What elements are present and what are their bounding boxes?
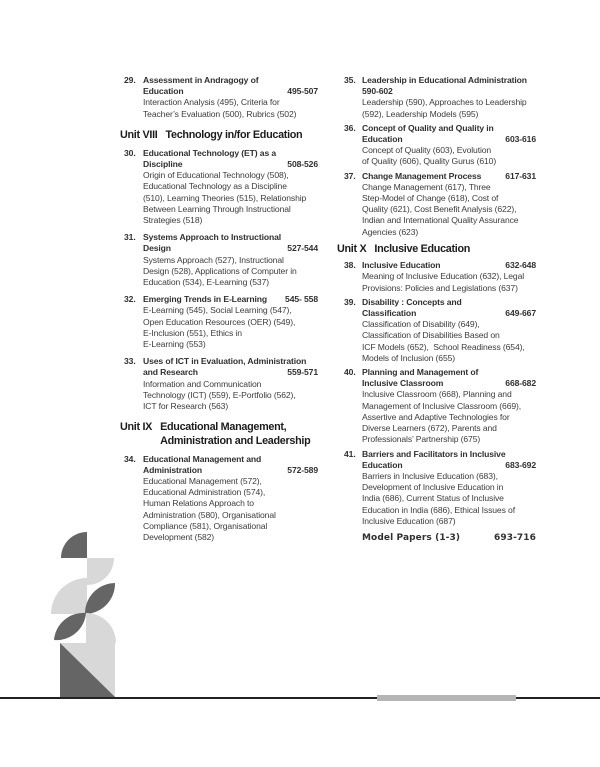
entry-title-line: and Research — [143, 367, 198, 378]
entry-body-line: Barriers in Inclusive Education (683), — [362, 470, 498, 481]
toc-column-left — [120, 75, 318, 549]
unit-heading — [337, 243, 536, 256]
entry-number: 35. — [344, 75, 356, 85]
entry-number: 31. — [124, 232, 136, 243]
entry-number: 34. — [124, 453, 136, 464]
entry-body-line: Systems Approach (527), Instructional — [143, 254, 284, 265]
entry-body-line: Education in India (686), Ethical Issues of — [362, 504, 515, 515]
entry-body-line: Management of Inclusive Classroom (669), — [362, 400, 522, 411]
toc-entry — [120, 75, 318, 120]
entry-body-line: Human Relations Approach to — [143, 498, 254, 509]
logo-petal-light-icon — [51, 578, 87, 614]
entry-body-line: Between Learning Through Instructional — [143, 203, 291, 214]
unit-title-line: Administration and Leadership — [160, 434, 311, 447]
entry-pages: 668-682 — [505, 378, 536, 389]
entry-body-line: India (686), Current Status of Inclusive — [362, 493, 504, 504]
entry-pages: 495-507 — [287, 86, 318, 97]
toc-entry — [120, 356, 318, 412]
entry-pages: 590-602 — [362, 86, 393, 97]
entry-title-line: Education — [143, 86, 184, 97]
logo-quarter-light-lower-icon — [86, 613, 116, 643]
toc-entry — [337, 449, 536, 527]
entry-body-line: E-Inclusion (551), Ethics in — [143, 327, 242, 338]
toc-entry — [337, 171, 536, 238]
entry-number: 32. — [124, 294, 136, 305]
entry-title-line: Barriers and Facilitators in Inclusive — [362, 448, 506, 459]
unit-title-line: Technology in/for Education — [165, 128, 303, 141]
entry-body-line: (592), Leadership Models (595) — [362, 108, 479, 119]
unit-heading — [120, 129, 318, 142]
entry-body-line: ICT for Research (563) — [143, 400, 229, 411]
entry-body-line: Indian and International Quality Assurance — [362, 215, 519, 226]
entry-title-row — [362, 260, 536, 271]
entry-title-row — [143, 367, 318, 378]
entry-number: 39. — [344, 296, 356, 307]
toc-entry — [337, 75, 536, 120]
entry-body-line: Inclusive Classroom (668), Planning and — [362, 389, 512, 400]
entry-body-line: Development of Inclusive Education in — [362, 482, 504, 493]
toc-entry — [337, 297, 536, 364]
entry-body-line: Origin of Educational Technology (508), — [143, 170, 289, 181]
toc-column-right — [337, 75, 536, 544]
entry-body-line: (510), Learning Theories (515), Relationship — [143, 192, 307, 203]
entry-body-line: ICF Models (652), School Readiness (654), — [362, 341, 525, 352]
entry-body-line: Administration (580), Organisational — [143, 509, 276, 520]
entry-body-line: Assertive and Adaptive Technologies for — [362, 411, 510, 422]
entry-number: 36. — [344, 122, 356, 133]
entry-title-line: Classification — [362, 308, 417, 319]
model-papers-pages: 693-716 — [493, 532, 536, 543]
entry-number: 41. — [344, 448, 356, 459]
entry-number: 29. — [124, 75, 136, 85]
entry-body-line: Professionals’ Partnership (675) — [362, 434, 481, 445]
entry-body-line: of Quality (606), Quality Gurus (610) — [362, 156, 497, 167]
entry-body-line: Education (534), E-Learning (537) — [143, 276, 269, 287]
entry-body-line: Development (582) — [143, 531, 215, 542]
entry-pages: 649-667 — [505, 308, 536, 319]
entry-title-line: Systems Approach to Instructional — [143, 232, 282, 243]
entry-number: 30. — [124, 147, 136, 158]
entry-pages: 632-648 — [505, 260, 536, 271]
model-papers-label: Model Papers (1-3) — [362, 532, 461, 543]
unit-title — [160, 421, 310, 448]
entry-title-line: Concept of Quality and Quality in — [362, 122, 494, 133]
entry-title-line: Inclusive Classroom — [362, 378, 444, 389]
entry-title-row — [143, 465, 318, 476]
unit-label: Unit IX — [120, 421, 153, 434]
entry-body-line: Compliance (581), Organisational — [143, 520, 268, 531]
entry-body-line: Models of Inclusion (655) — [362, 352, 456, 363]
entry-title-line: Educational Technology (ET) as a — [143, 147, 277, 158]
entry-title-line: Design — [143, 243, 171, 254]
entry-body-line: Strategies (518) — [143, 214, 203, 225]
publisher-logo-graphic — [50, 528, 120, 700]
footer-rule-gray-segment — [377, 695, 516, 701]
entry-number: 40. — [344, 367, 356, 378]
entry-pages: 559-571 — [287, 367, 318, 378]
entry-body-line: Educational Management (572), — [143, 475, 262, 486]
entry-pages: 683-692 — [505, 459, 536, 470]
entry-pages: 527-544 — [287, 243, 318, 254]
entry-title-line: Leadership in Educational Administration — [362, 75, 527, 85]
unit-title — [374, 243, 470, 256]
entry-body-line: Diverse Learners (672), Parents and — [362, 423, 497, 434]
entry-title-line: Assessment in Andragogy of — [143, 75, 259, 85]
entry-body-line: E-Learning (545), Social Learning (547), — [143, 305, 292, 316]
entry-title-row — [362, 308, 536, 319]
entry-body-line: Open Education Resources (OER) (549), — [143, 316, 296, 327]
entry-body-line: Change Management (617), Three — [362, 181, 491, 192]
entry-body-line: Meaning of Inclusive Education (632), Legal — [362, 271, 525, 282]
entry-pages: 545- 558 — [285, 294, 318, 305]
entry-title-line: Planning and Management of — [362, 367, 479, 378]
entry-title-line: Education — [362, 134, 403, 145]
entry-number: 33. — [124, 356, 136, 367]
entry-number: 37. — [344, 170, 356, 181]
unit-title-line: Educational Management, — [160, 421, 287, 434]
unit-label: Unit VIII — [120, 128, 158, 141]
entry-body-line: Classification of Disability (649), — [362, 319, 480, 330]
unit-title — [166, 129, 303, 142]
entry-pages: 617-631 — [505, 170, 536, 181]
logo-quarter-light-icon — [87, 558, 114, 585]
entry-title-row — [362, 171, 536, 182]
logo-quarter-dark-icon — [61, 532, 87, 558]
model-papers-row — [337, 533, 536, 544]
entry-title-row — [143, 294, 318, 305]
entry-body-line: Educational Administration (574), — [143, 487, 266, 498]
entry-title-row — [362, 460, 536, 471]
entry-body-line: Technology (ICT) (559), E-Portfolio (562), — [143, 389, 296, 400]
entry-body-line: Classification of Disabilities Based on — [362, 330, 500, 341]
entry-title-row — [143, 159, 318, 170]
entry-body-line: Concept of Quality (603), Evolution — [362, 145, 492, 156]
logo-leaf-dark-upper-icon — [85, 583, 115, 614]
entry-body-line: Educational Technology as a Discipline — [143, 181, 287, 192]
entry-title-line: Educational Management and — [143, 453, 262, 464]
toc-entry — [337, 123, 536, 168]
unit-title-line: Inclusive Education — [374, 242, 471, 255]
entry-pages: 508-526 — [287, 158, 318, 169]
entry-pages: 572-589 — [287, 464, 318, 475]
entry-title-line: Emerging Trends in E-Learning — [143, 294, 268, 305]
entry-body-line: Leadership (590), Approaches to Leadership — [362, 97, 527, 108]
entry-title-line: Disability : Concepts and — [362, 296, 462, 307]
entry-pages: 603-616 — [505, 134, 536, 145]
unit-label: Unit X — [337, 242, 367, 255]
entry-body-line: Teacher’s Evaluation (500), Rubrics (502) — [143, 108, 297, 119]
entry-body-line: E-Learning (553) — [143, 338, 206, 349]
entry-body-line: Inclusive Education (687) — [362, 515, 456, 526]
entry-body-line: Interaction Analysis (495), Criteria for — [143, 97, 280, 108]
logo-leaf-dark-lower-icon — [54, 613, 86, 640]
unit-heading — [120, 421, 318, 448]
toc-entry — [337, 260, 536, 294]
entry-number: 38. — [344, 260, 356, 271]
toc-entry — [120, 294, 318, 350]
entry-title-line: Education — [362, 459, 403, 470]
entry-body-line: Agencies (623) — [362, 226, 419, 237]
toc-entry — [120, 148, 318, 226]
entry-title-row — [143, 86, 318, 97]
entry-title-line: Discipline — [143, 158, 183, 169]
entry-body-line: Design (528), Applications of Computer in — [143, 265, 297, 276]
entry-body-line: Step-Model of Change (618), Cost of — [362, 193, 499, 204]
entry-title-row — [362, 378, 536, 389]
toc-entry — [337, 367, 536, 445]
entry-body-line: Information and Communication — [143, 378, 262, 389]
toc-entry — [120, 232, 318, 288]
entry-title-row — [362, 134, 536, 145]
entry-body-line: Provisions: Policies and Legislations (637) — [362, 282, 518, 293]
entry-title-line: Administration — [143, 464, 202, 475]
entry-title-line: Uses of ICT in Evaluation, Administration — [143, 356, 307, 367]
toc-entry — [120, 454, 318, 544]
entry-title-line: Inclusive Education — [362, 260, 441, 271]
entry-title-line: Change Management Process — [362, 170, 482, 181]
entry-body-line: Quality (621), Cost Benefit Analysis (622), — [362, 204, 517, 215]
entry-title-row — [143, 243, 318, 254]
